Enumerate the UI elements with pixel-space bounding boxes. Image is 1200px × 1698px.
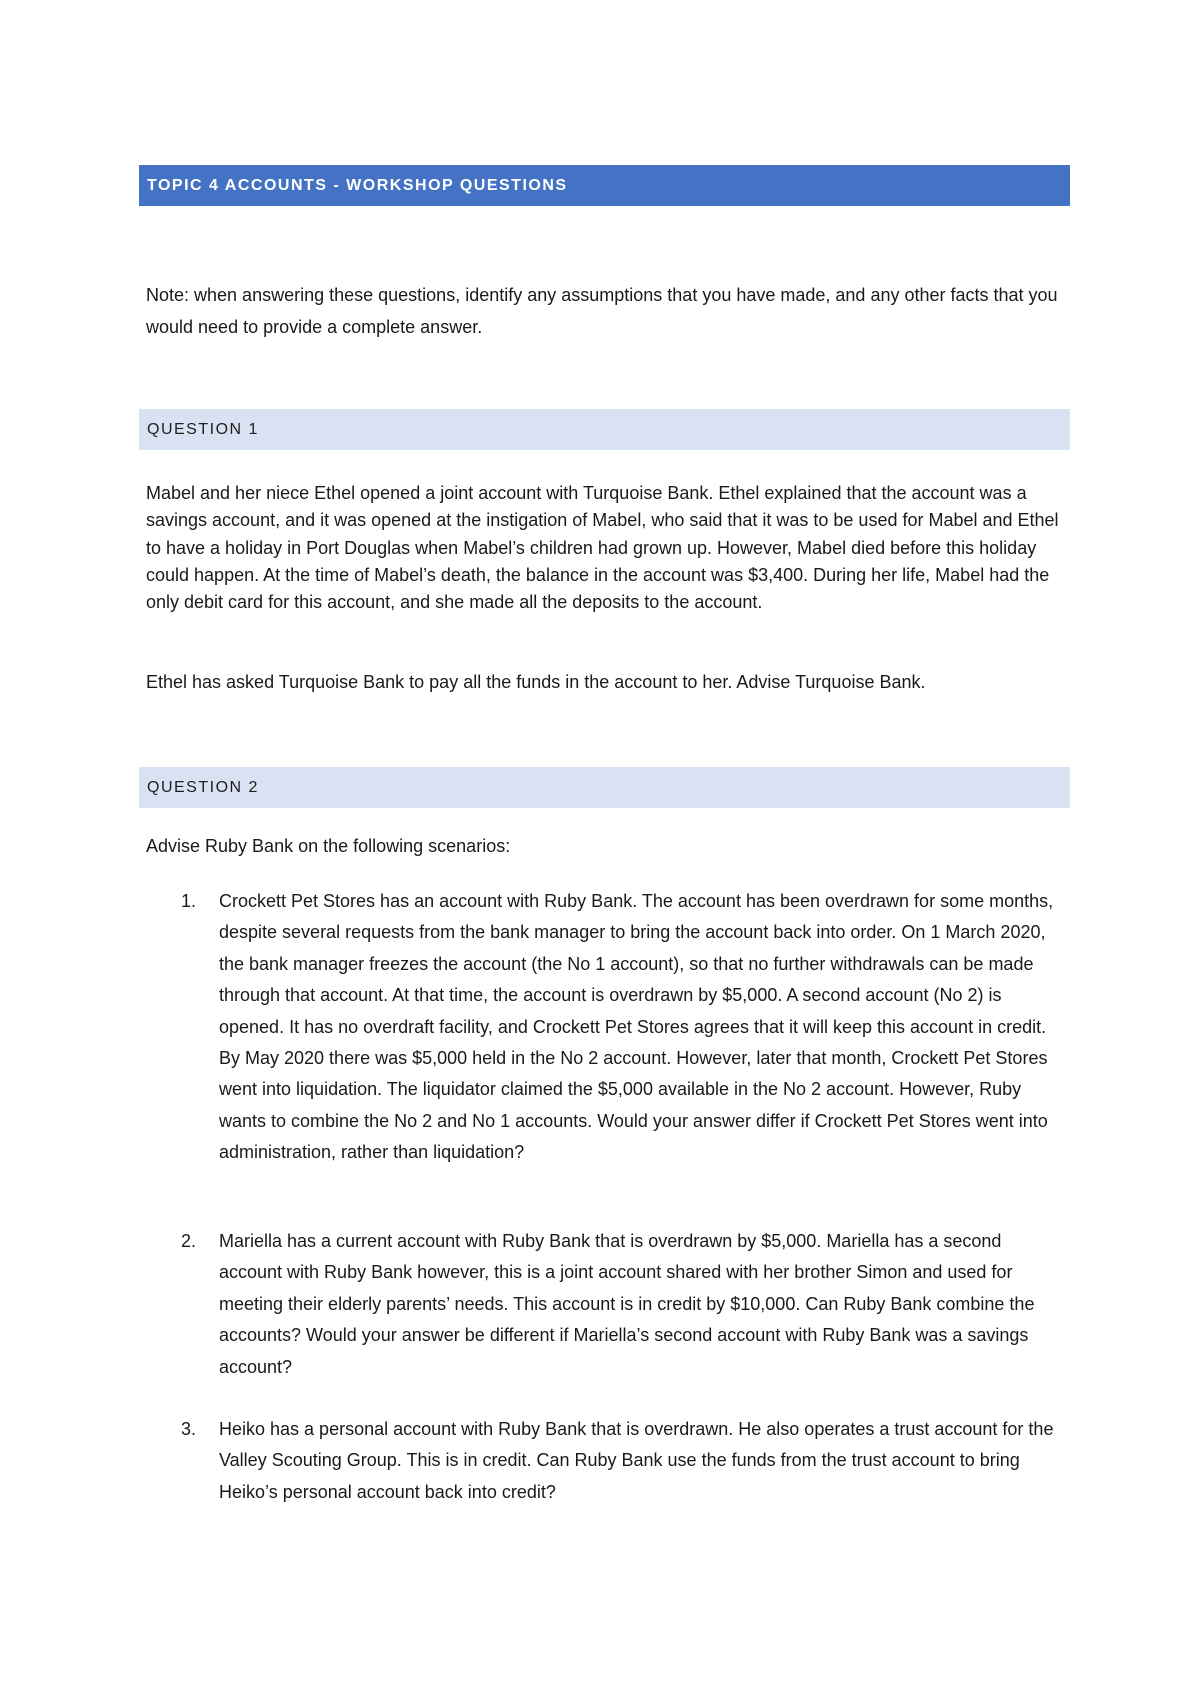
question-2-intro: Advise Ruby Bank on the following scenarios: xyxy=(146,836,511,856)
question-1-banner xyxy=(139,409,1070,450)
question-2-heading: QUESTION 2 xyxy=(147,778,259,796)
list-item-text: Crockett Pet Stores has an account with Ruby Bank. The account has been overdrawn for some months, despite several requests from the bank manager to bring the account back into order. On 1 March 2020, the bank manager freezes the account (the No 1 account), so that no further withdrawals can be made through that account. At that time, the account is overdrawn by $5,000. A second account (No 2) is opened. It has no overdraft facility, and Crockett Pet Stores agrees that it will keep this account in credit. By May 2020 there was $5,000 held in the No 2 account. However, later that month, Crockett Pet Stores went into liquidation. The liquidator claimed the $5,000 available in the No 2 account. However, Ruby wants to combine the No 2 and No 1 accounts. Would your answer differ if Crockett Pet Stores went into administration, rather than liquidation? xyxy=(219,891,1054,1163)
list-item xyxy=(146,886,1068,1169)
list-item-text: Mariella has a current account with Ruby Bank that is overdrawn by $5,000. Mariella has a second account with Ruby Bank however, this is a joint account shared with her brother Simon and used for meeting their elderly parents’ needs. This account is in credit by $10,000. Can Ruby Bank combine the accounts? Would your answer be different if Mariella’s second account with Ruby Bank was a savings account? xyxy=(219,1231,1035,1377)
list-item-number: 3. xyxy=(181,1419,197,1439)
question-1-body: Mabel and her niece Ethel opened a joint account with Turquoise Bank. Ethel explained that the account was a savings account, and it was opened at the instigation of Mabel, who said that it was to be used for Mabel and Ethel to have a holiday in Port Douglas when Mabel’s children had grown up. However, Mabel died before this holiday could happen. At the time of Mabel’s death, the balance in the account was $3,400. During her life, Mabel had the only debit card for this account, and she made all the deposits to the account. xyxy=(146,483,1059,613)
list-item xyxy=(146,1226,1068,1383)
list-item-text: Heiko has a personal account with Ruby Bank that is overdrawn. He also operates a trust account for the Valley Scouting Group. This is in credit. Can Ruby Bank use the funds from the trust account to bring Heiko’s personal account back into credit? xyxy=(219,1419,1054,1502)
question-1-heading: QUESTION 1 xyxy=(147,420,259,438)
question-2-banner xyxy=(139,767,1070,808)
list-item xyxy=(146,1414,1068,1508)
topic-title-banner xyxy=(139,165,1070,206)
list-item-number: 2. xyxy=(181,1231,197,1251)
topic-title: TOPIC 4 ACCOUNTS - WORKSHOP QUESTIONS xyxy=(147,176,568,194)
list-item-number: 1. xyxy=(181,891,197,911)
note-paragraph: Note: when answering these questions, identify any assumptions that you have made, and any other facts that you would need to provide a complete answer. xyxy=(146,285,1058,337)
question-1-ask: Ethel has asked Turquoise Bank to pay all the funds in the account to her. Advise Turquoise Bank. xyxy=(146,672,926,692)
